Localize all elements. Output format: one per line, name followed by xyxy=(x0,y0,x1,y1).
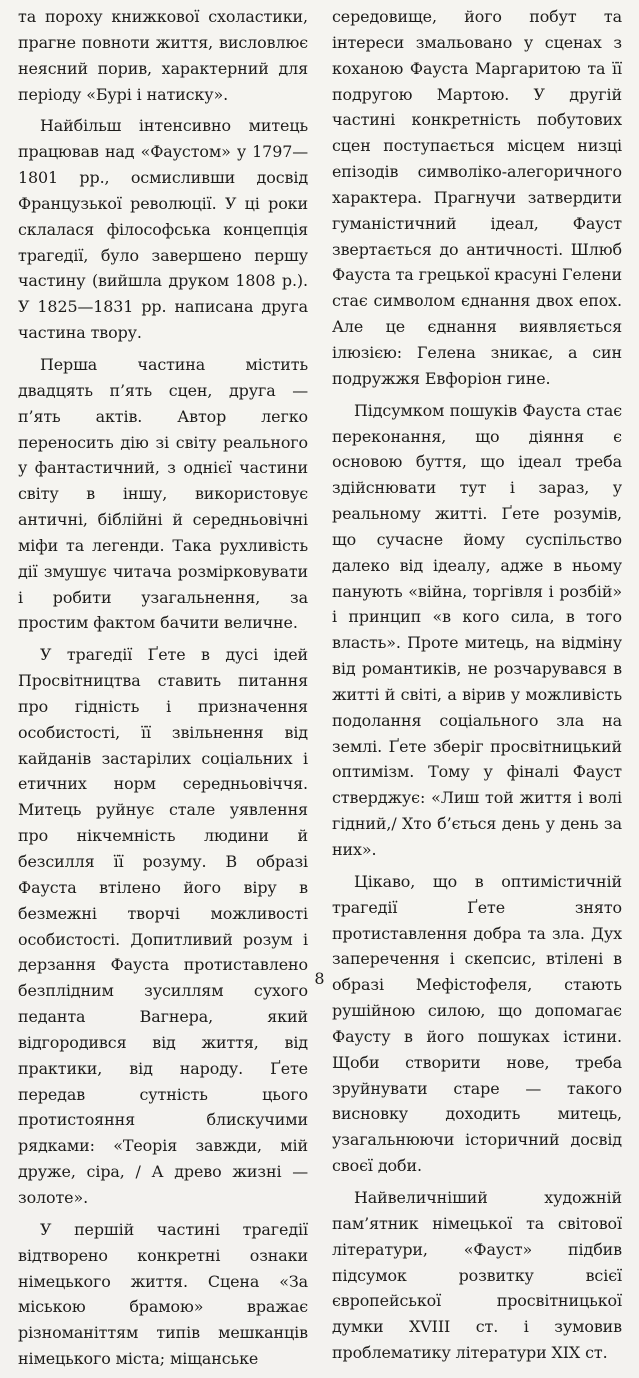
right-column xyxy=(332,4,622,1372)
paragraph: У трагедії Ґете в дусі ідей Просвітництва ставить питання про гідність і призначення особистості, її звільнення від кайданів застарілих соціальних і етичних норм середньовіччя. Митець руйнує стале уявлення про нікчемність людини й безсилля її розуму. В образі Фауста втілено його віру в безмежні творчі можливості особистості. Допитливий розум і дерзання Фауста протиставлено безплідним зусиллям сухого педанта Вагнера, який відгородився від життя, від практики, від народу. Ґете передав сутність цього протистояння блискучими рядками: «Теорія завжди, мій друже, сіра, / А древо жизні — золоте». xyxy=(18,645,308,1207)
paragraph: середовище, його побут та інтереси змальовано у сценах з коханою Фауста Маргаритою та її подругою Мартою. У другій частині конкретність побутових сцен поступається місцем низці епізодів символіко-алегоричного характера. Прагнучи затвердити гуманістичний ідеал, Фауст звертається до античності. Шлюб Фауста та грецької красуні Гелени стає символом єднання двох епох. Але це єднання виявляється ілюзією: Гелена зникає, а син подружжя Евфоріон гине. xyxy=(332,7,622,388)
paragraph: Найвеличніший художній пам’ятник німецької та світової літератури, «Фауст» підбив підсумок розвитку всієї європейської просвітницької думки XVIII ст. і зумовив проблематику літератури XIX ст. xyxy=(332,1187,622,1363)
paragraph: Цікаво, що в оптимістичній трагедії Ґете знято протиставлення добра та зла. Дух заперечення і скепсис, втілені в образі Мефістофеля, стають рушійною силою, що допомагає Фаусту в його пошуках істини. Щоби створити нове, треба зруйнувати старе — такого висновку доходить митець, узагальнюючи історичний досвід своєї доби. xyxy=(332,871,622,1176)
paragraph: Перша частина містить двадцять п’ять сцен, друга — п’ять актів. Автор легко переносить дію зі світу реального у фантастичний, з однієї частини світу в іншу, використовує античні, біблійні й середньовічні міфи та легенди. Така рухливість дії змушує читача розмірковувати і робити узагальнення, за простим фактом бачити величне. xyxy=(18,354,308,633)
page-number: 8 xyxy=(314,969,325,988)
left-column xyxy=(18,4,308,1378)
paragraph: Підсумком пошуків Фауста стає переконання, що діяння є основою буття, що ідеал треба здійснювати тут і зараз, у реальному житті. Ґете розумів, що сучасне йому суспільство далеко від ідеалу, адже в ньому панують «війна, торгівля і розбій» і принцип «в кого сила, в того власть». Проте митець, на відміну від романтиків, не розчарувався в житті й світі, а вірив у можливість подолання соціального зла на землі. Ґете зберіг просвітницький оптимізм. Тому у фіналі Фауст стверджує: «Лиш той життя і волі гідний,/ Хто б’ється день у день за них». xyxy=(332,400,622,859)
paragraph: У першій частині трагедії відтворено конкретні ознаки німецького життя. Сцена «За міською брамою» вражає різноманіттям типів мешканців німецького міста; міщанське xyxy=(18,1219,308,1369)
paragraph: та пороху книжкової схоластики, прагне повноти життя, висловлює неясний порив, характерний для періоду «Бурі і натиску». xyxy=(18,7,308,104)
paragraph: Найбільш інтенсивно митець працював над «Фаустом» у 1797—1801 рр., осмисливши досвід Французької революції. У ці роки склалася філософська концепція трагедії, було завершено першу частину (вийшла друком 1808 р.). У 1825—1831 рр. написана друга частина твору. xyxy=(18,116,308,343)
